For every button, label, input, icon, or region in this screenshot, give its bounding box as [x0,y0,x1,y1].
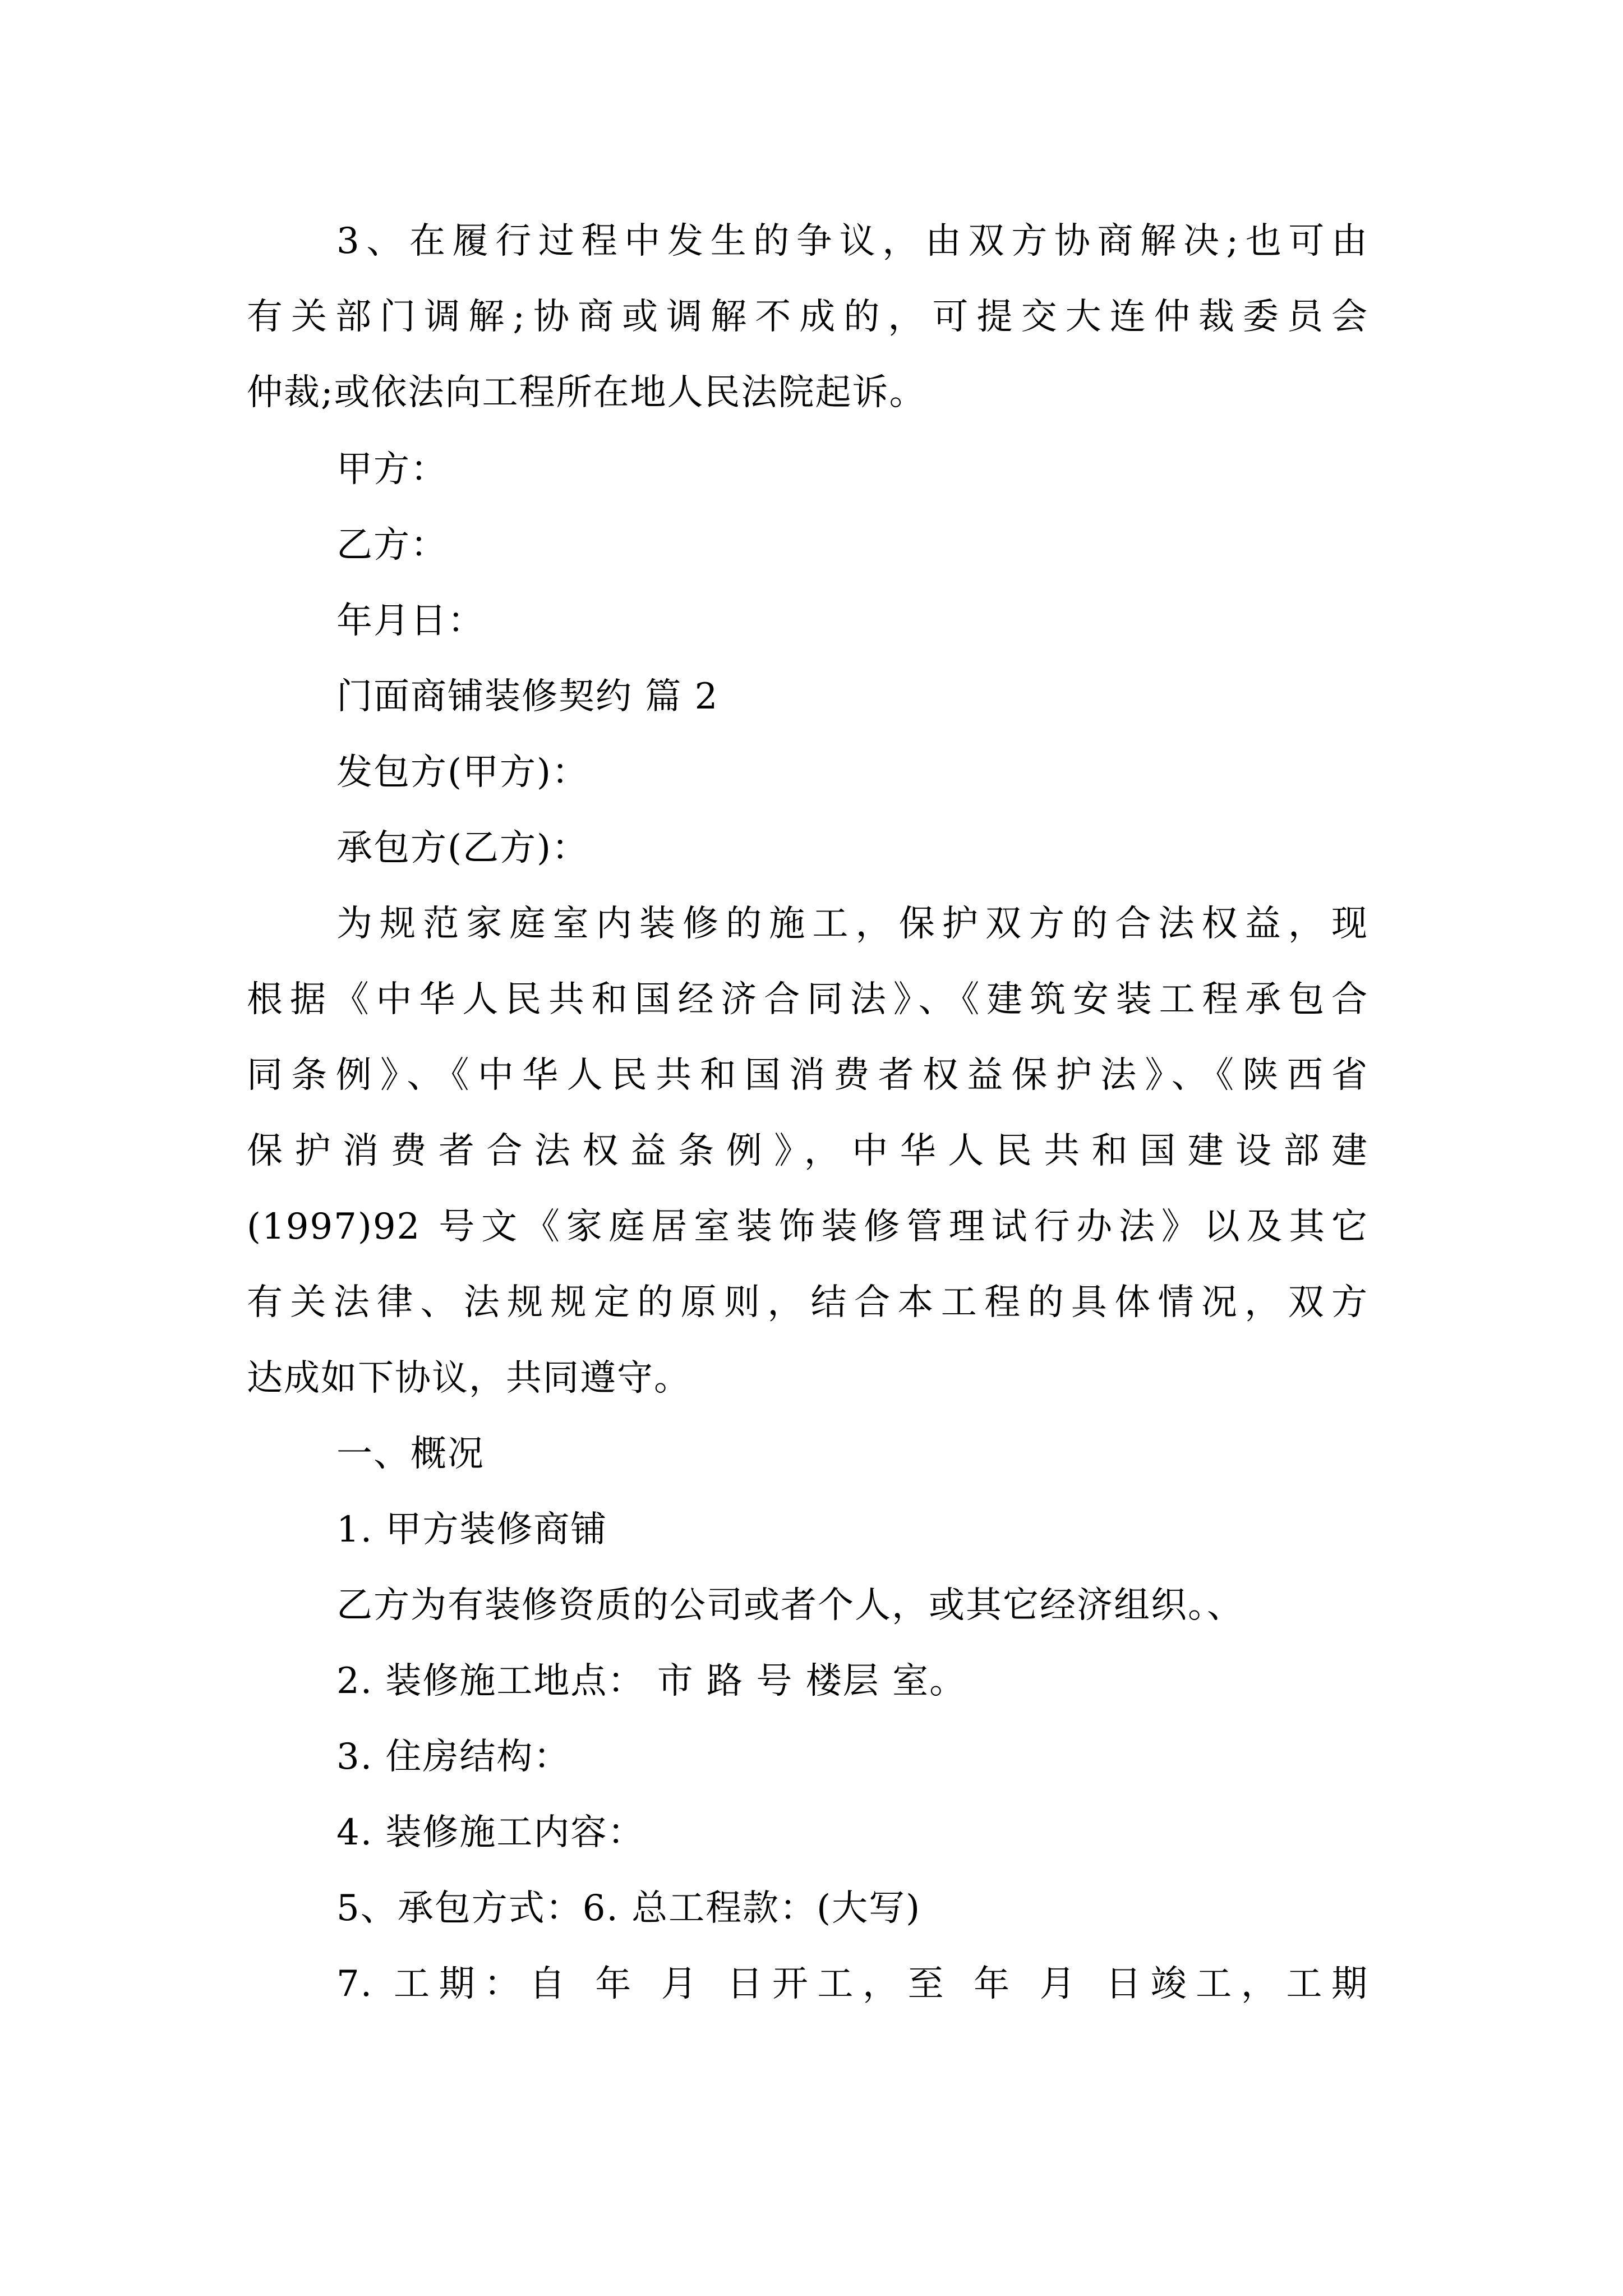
paragraph-3-line-3: 仲裁;或依法向工程所在地人民法院起诉。 [247,372,926,413]
contractor-line: 承包方(乙方)： [336,827,589,869]
party-a-signature: 甲方： [336,449,448,490]
item-2: 2. 装修施工地点： 市 路 号 楼层 室。 [336,1660,967,1702]
signature-date: 年月日： [336,600,485,642]
paragraph-3-line-2: 有关部门调解;协商或调解不成的，可提交大连仲裁委员会 [247,296,1368,338]
section-title: 门面商铺装修契约 篇 2 [336,676,719,717]
preamble-line-1: 为规范家庭室内装修的施工，保护双方的合法权益，现 [336,903,1368,945]
item-1-note: 乙方为有装修资质的公司或者个人，或其它经济组织。、 [336,1585,1244,1626]
item-4: 4. 装修施工内容： [336,1812,645,1853]
item-7: 7. 工期：自 年 月 日开工，至 年 月 日竣工，工期 [336,1963,1368,2005]
item-3: 3. 住房结构： [336,1736,571,1778]
item-1: 1. 甲方装修商铺 [336,1509,608,1550]
chapter-1-heading: 一、概况 [336,1433,485,1475]
paragraph-3-line-1: 3、在履行过程中发生的争议，由双方协商解决;也可由 [336,220,1368,262]
preamble-line-6: 有关法律、法规规定的原则，结合本工程的具体情况，双方 [247,1282,1368,1323]
party-b-signature: 乙方： [336,524,448,566]
preamble-line-4: 保护消费者合法权益条例》，中华人民共和国建设部建 [247,1130,1368,1172]
preamble-line-5: (1997)92 号文《家庭居室装饰装修管理试行办法》以及其它 [247,1206,1368,1248]
item-5-6: 5、承包方式：6. 总工程款：(大写) [336,1888,921,1929]
preamble-line-2: 根据《中华人民共和国经济合同法》、《建筑安装工程承包合 [247,979,1368,1020]
employer-line: 发包方(甲方)： [336,752,589,793]
preamble-line-3: 同条例》、《中华人民共和国消费者权益保护法》、《陕西省 [247,1055,1368,1096]
preamble-line-7: 达成如下协议，共同遵守。 [247,1358,691,1399]
